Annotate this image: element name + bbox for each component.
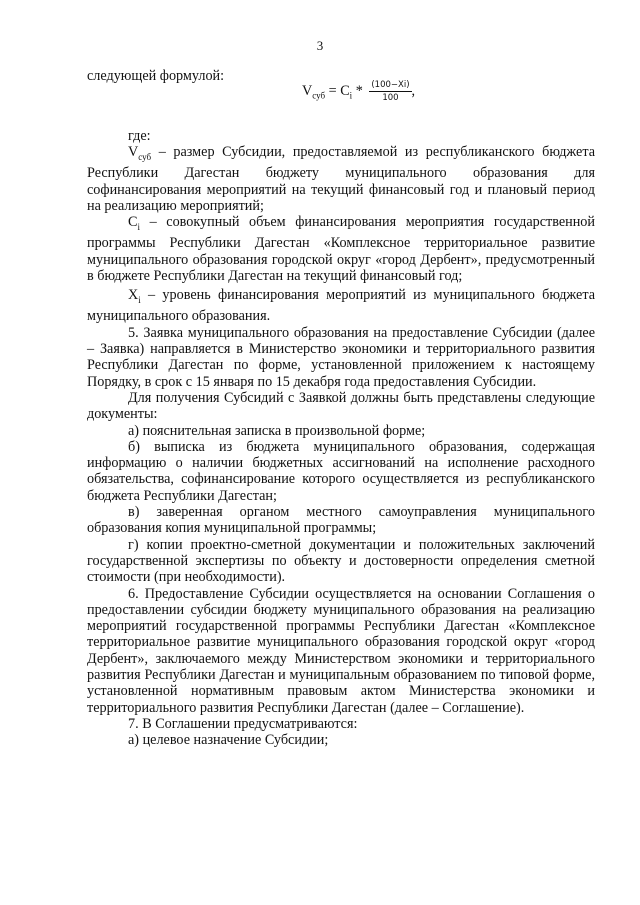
subsidy-formula xyxy=(302,80,415,103)
formula-numerator: (100−Xi) xyxy=(371,80,410,90)
where-label: где: xyxy=(128,128,151,144)
formula-lhs: V xyxy=(302,82,313,99)
paragraph-7: 7. В Соглашении предусматриваются: xyxy=(128,715,358,732)
formula-lhs-sub: суб xyxy=(312,90,326,101)
x-symbol: X xyxy=(128,287,139,304)
x-subscript: i xyxy=(138,295,141,306)
definition-c xyxy=(87,214,595,284)
formula-eq: = C xyxy=(328,82,350,99)
paragraph-6: 6. Предоставление Субсидии осуществляется на основании Соглашения о предоставлении субсидии бюджету муниципального образования на реализацию мероприятий государственной программы Республики Дагестан «Комплексное территориальное развитие муниципального образования городской округ «город Дербент», заключаемого между Министерством экономики и территориального развития Республики Дагестан и муниципальным образованием по типовой форме, установленной нормативным правовым актом Министерства экономики и территориального развития Республики Дагестан (далее – Соглашение). xyxy=(87,585,595,716)
definition-x xyxy=(87,287,595,324)
c-symbol: C xyxy=(128,214,138,231)
v-symbol: V xyxy=(128,144,139,161)
formula-fraction xyxy=(369,80,411,103)
definition-v xyxy=(87,144,595,214)
x-definition-text: – уровень финансирования мероприятий из муниципального бюджета муниципального образования. xyxy=(87,287,595,325)
formula-c-sub: i xyxy=(349,90,353,101)
formula-denominator: 100 xyxy=(382,93,399,103)
documents-intro: Для получения Субсидий с Заявкой должны быть представлены следующие документы: xyxy=(87,389,595,423)
formula-lead-in: следующей формулой: xyxy=(87,68,225,84)
v-definition-text: – размер Субсидии, предоставляемой из республиканского бюджета Республики Дагестан бюджету муниципального образования для софинансирования мероприятий на текущий финансовый год и плановый период на реализацию мероприятий; xyxy=(87,144,595,215)
formula-tail: , xyxy=(411,82,416,99)
formula-op: * xyxy=(352,82,367,99)
v-subscript: суб xyxy=(138,152,152,163)
paragraph-7-item-a: а) целевое назначение Субсидии; xyxy=(128,732,329,749)
document-item-v: в) заверенная органом местного самоуправления муниципального образования копия муниципальной программы; xyxy=(87,504,595,537)
document-item-g: г) копии проектно-сметной документации и положительных заключений государственной экспертизы по объекту и достоверности определения сметной стоимости (при необходимости). xyxy=(87,536,595,586)
page-number: 3 xyxy=(316,38,324,53)
document-item-b: б) выписка из бюджета муниципального образования, содержащая информацию о наличии бюджетных ассигнований на исполнение расходного обязательства, софинансирование которого осуществляется из республиканского бюджета Республики Дагестан; xyxy=(87,438,595,504)
body-text xyxy=(87,128,595,748)
document-item-a: а) пояснительная записка в произвольной форме; xyxy=(128,422,426,439)
c-definition-text: – совокупный объем финансирования мероприятия государственной программы Республики Дагестан «Комплексное территориальное развитие муниципального образования городской округ «город Дербент», предусмотренный в бюджете Республики Дагестан на текущий финансовый год; xyxy=(87,214,595,285)
paragraph-5: 5. Заявка муниципального образования на предоставление Субсидии (далее – Заявка) направляется в Министерство экономики и территориального развития Республики Дагестан по форме, установленной приложением к настоящему Порядку, в срок с 15 января по 15 декабря года предоставления Субсидии. xyxy=(87,324,595,390)
c-subscript: i xyxy=(137,222,140,233)
